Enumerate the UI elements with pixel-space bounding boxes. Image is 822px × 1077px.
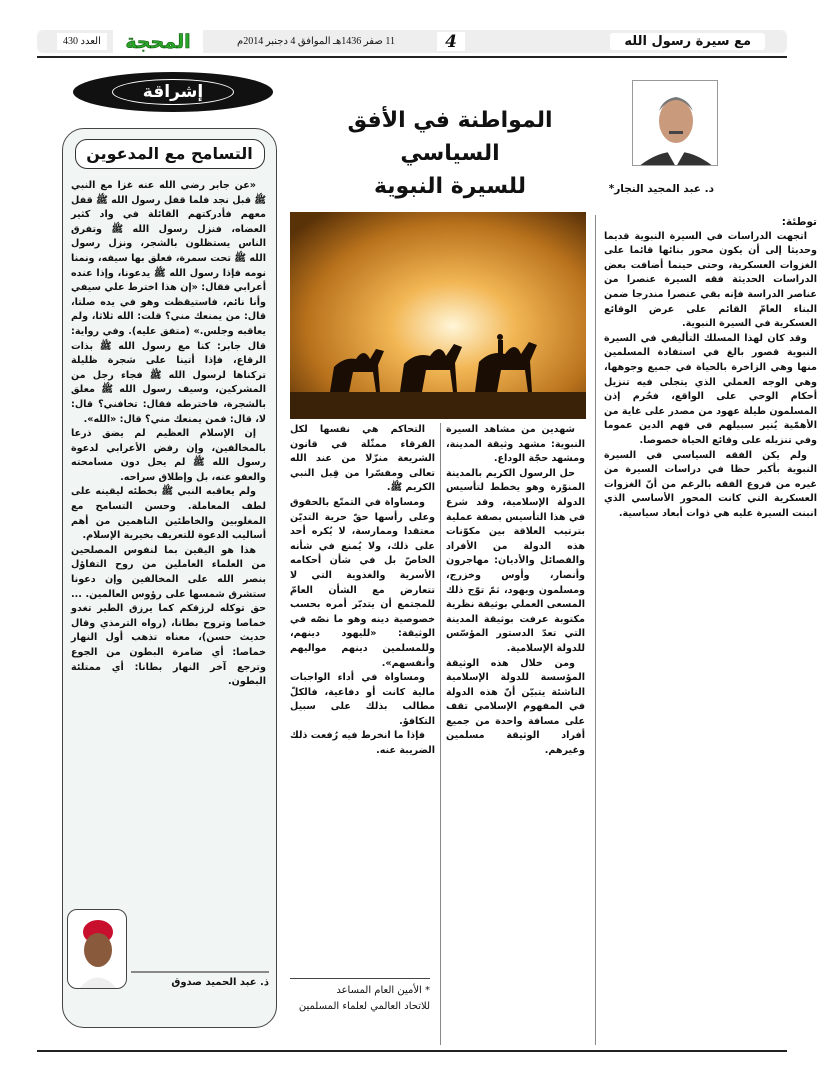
newspaper-logo: المحجة [113,30,203,53]
footnote: * الأمين العام المساعد للاتحاد العالمي لعلماء المسلمين [290,978,430,1015]
page-number: 4 [437,32,465,51]
article-column-3: التحاكم هي نفسها لكل الفرقاء ممثّلة في قانون الشريعة منزّلا من عند الله تعالى ومفسّرا من قِبل النبي الكريم ﷺ. ومساواة في التمتّع بالحقوق وعلى رأسها حقّ حرية التديّن معتقدا وممارسة، لا يُكره أحد على ذلك، ولا يُمنع في شأنه الخاصّ بل في شأن أحكامه الأسرية والغذوية التي لا تتعارض مع الشأن العامّ للمجتمع أن يتدبّر أمره بحسب خصوصية دينه وهو ما نصّه في الوثيقة: «لليهود دينهم، وللمسلمين دينهم مواليهم وأنفسهم». ومساواة في أداء الواجبات مالية كانت أو دفاعية، فالكلّ مطالب بذلك على سبيل التكافؤ. فإذا ما انخرط فيه رُفعت ذلك الضريبة عنه. [290,424,435,757]
page-header [37,30,787,53]
author-photo [632,80,718,166]
sidebar-title: التسامح مع المدعوين [75,139,265,169]
section-name: مع سيرة رسول الله [610,33,765,50]
sidebar-box [62,128,277,1028]
issue-number: العدد 430 [57,33,107,50]
sidebar-author-photo [67,909,127,989]
article-column-1: توطئة: اتجهت الدراسات في السيرة النبوية قديما وحديثا إلى أن يكون محور بنائها قائما على الغزوات العسكرية، وحتى حينما أضافت بعض الدراسات الحديثة فقه السيرة عنصرا من عناصر الدراسة فإنه بقي عنصرا مندرجا ضمن البناء العامّ القائم على عرض الوقائع العسكرية في السيرة النبوية. وقد كان لهذا المسلك التأليفي في السيرة النبوية قصور بالغ في استفادة المسلمين منها وهي الزاخرة بالحياة في جميع وجوهها، وهي الوجه العملي الذي يتجلى فيه تنزيل أحكام الوحي على الواقع، فحُرم إذن المسلمون طيلة عهود من مصدر على غاية من الأهمّية يُنير سبيلهم في فهم الدين عموما وفي تنزيله على وقائع الحياة خصوصا. ولم يكن الفقه السياسي في السيرة النبوية بأكبر حظا في دراسات السيرة من غيره من فروع الفقه بالرغم من أنّ الغزوات العسكرية التي كانت المحور الأساسي الذي انبنت السيرة عليه هي ذوات أبعاد سياسية. [595,215,817,1045]
header-rule [37,56,787,58]
article-column-2: شهدين من مشاهد السيرة النبوية: مشهد وثيقة المدينة، ومشهد حجّة الوداع. حل الرسول الكريم بالمدينة المنوّرة وهو يخطط لتأسيس الدولة الإسلامية، وقد شرع في هذا التأسيس بصفة عملية بترتيب العلاقة بين مكوّنات هذه الدولة من الأفراد والفصائل والأديان: مهاجرون وأنصار، وأوس وخزرج، ومسلمون ويهود، ثمّ توّج ذلك المسعى العملي بوثيقة نظرية مكتوبة عرفت بوثيقة المدينة التي تعدّ الدستور المؤسّس للدولة الإسلامية. ومن خلال هذه الوثيقة المؤسسة للدولة الإسلامية الناشئة يتبيّن أنّ هذه الدولة في المفهوم الإسلامي تقف على مسافة واحدة من جميع أفراد الوثيقة مسلمين وغيرهم. [440,423,585,1045]
sidebar-body: «عن جابر رضي الله عنه غزا مع النبي ﷺ قبل نجد فلما قفل رسول الله ﷺ قفل معهم فأدركتهم القائلة في واد كثير العضاه، فنزل رسول الله ﷺ وتفرق الناس يستظلون بالشجر، ونزل رسول الله ﷺ تحت سمرة، فعلق بها سيفه، ونمنا نومه فإذا رسول الله ﷺ يدعونا، وإذا عنده أعرابي فقال: «إن هذا اخترط علي سيفي وأنا نائم، فاستيقظت وهو في يده صلتا، قال: من يمنعك مني؟ قلت: الله ثلاثا، ولم يعاقبه وجلس.» (متفق عليه). وفي رواية: قال جابر: كنا مع رسول الله ﷺ بذات الرقاع، فإذا أتينا على شجرة ظليلة تركناها لرسول الله ﷺ فجاء رجل من المشركين، وسيف رسول الله ﷺ معلق بالشجرة، فاخترطه فقال: تخافني؟ قال: لا، قال: فمن يمنعك مني؟ قال: «الله». إن الإسلام العظيم لم يضق ذرعا بالمخالفين، وإن رفض الأعرابي لدعوة رسول الله ﷺ لم يحل دون مسامحته والعفو عنه، بل وإطلاق سراحه. ولم يعاقبه النبي ﷺ بخطئه ليقينه على لطف المعاملة. وحسن التسامح مع المغلوبين والخاطئين الناهمين من أهم أساليب الدعوة للتعريف بخيرية الإسلام. هذا هو اليقين بما لنفوس المصلحين من العلماء العاملين من روح التفاؤل بنصر الله على المخالفين وإن دعونا ستشرق شمسها على رؤوس العالمين. ... حق توكله لرزقكم كما يرزق الطير تغدو خماصا وتروح بطانا، (رواه الترمذي وقال حديث حسن)، معناه تذهب أول النهار خماصا: أي ضامرة البطون من الجوع وترجع آخر النهار بطانا: أي ممتلئة البطون. [71,180,266,688]
footer-rule [37,1050,787,1052]
sidebar-badge: إشراقة [73,72,273,112]
sidebar-author: ذ. عبد الحميد صدوق [131,971,269,988]
camels-sunset-image [290,212,586,419]
article-author: د. عبد المجيد النجار* [608,183,714,195]
issue-date: 11 صفر 1436هـ الموافق 4 دجنبر 2014م [237,36,395,47]
article-title: المواطنة في الأفق السياسي للسيرة النبوية [347,108,553,199]
